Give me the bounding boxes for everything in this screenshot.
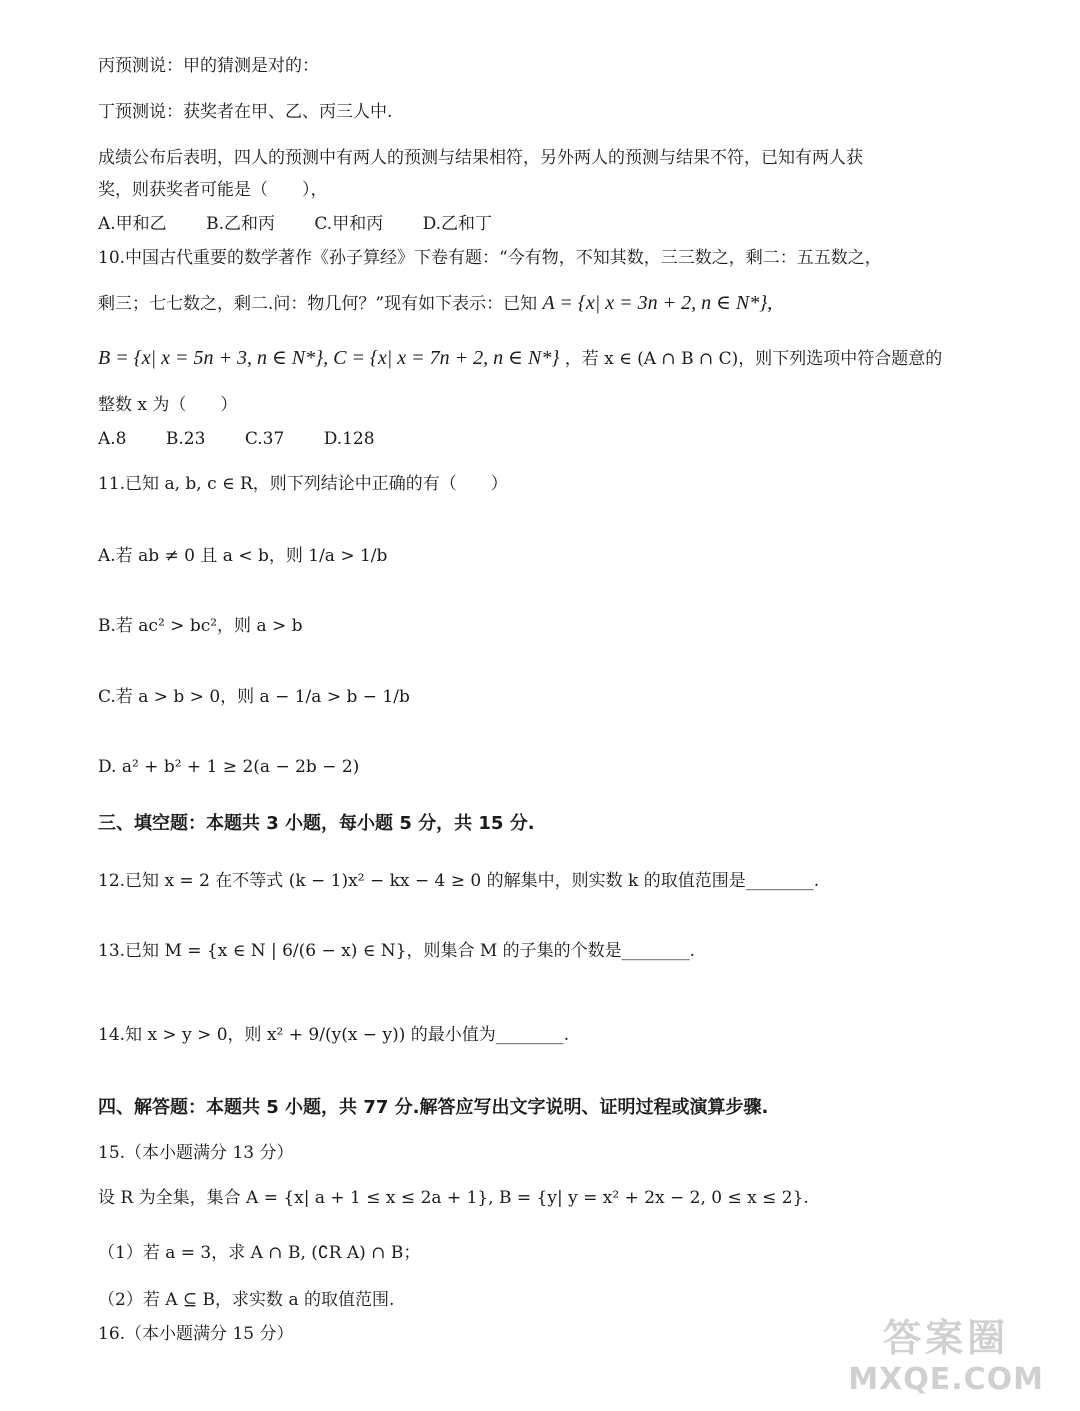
q9-options bbox=[98, 212, 526, 236]
q10-line-1: 10.中国古代重要的数学著作《孙子算经》下卷有题：“今有物，不知其数，三三数之，剩二：五五数之， bbox=[98, 248, 882, 268]
q10-options bbox=[98, 427, 409, 451]
q10-option-d: D.128 bbox=[323, 429, 375, 449]
q11-option-c: C.若 a > b > 0，则 a − 1/a > b − 1/b bbox=[98, 687, 410, 707]
q9-option-d: D.乙和丁 bbox=[422, 214, 493, 234]
q13: 13.已知 M = {x ∈ N | 6/(6 − x) ∈ N}，则集合 M 的子集的个数是________. bbox=[98, 941, 696, 961]
q15-part-1: （1）若 a = 3，求 A ∩ B, (∁R A) ∩ B； bbox=[98, 1243, 421, 1263]
q10-option-a: A.8 bbox=[98, 429, 127, 449]
q10-line-2 bbox=[98, 291, 772, 316]
q10-line-4: 整数 x 为（ ） bbox=[98, 395, 238, 415]
q10-line-3 bbox=[98, 346, 942, 371]
q10-set-a: A = {x| x = 3n + 2, n ∈ N*}, bbox=[542, 292, 773, 314]
q11-option-b: B.若 ac² > bc²，则 a > b bbox=[98, 616, 303, 636]
q9-option-a: A.甲和乙 bbox=[98, 214, 167, 234]
q9-ding-line: 丁预测说：获奖者在甲、乙、丙三人中. bbox=[98, 102, 393, 122]
q9-body-line-1: 成绩公布后表明，四人的预测中有两人的预测与结果相符，另外两人的预测与结果不符，已知有两人获 bbox=[98, 148, 863, 168]
q15-part-2: （2）若 A ⊆ B，求实数 a 的取值范围. bbox=[98, 1290, 395, 1310]
q14: 14.知 x > y > 0，则 x² + 9/(y(x − y)) 的最小值为________. bbox=[98, 1025, 570, 1045]
watermark-text: 答案圈 bbox=[883, 1316, 1010, 1360]
q11-option-a: A.若 ab ≠ 0 且 a < b，则 1/a > 1/b bbox=[98, 546, 388, 566]
watermark-url: MXQE.COM bbox=[848, 1362, 1044, 1397]
q10-option-c: C.37 bbox=[244, 429, 285, 449]
q10-line-3-text: ，若 x ∈ (A ∩ B ∩ C)，则下列选项中符合题意的 bbox=[564, 349, 943, 369]
q12: 12.已知 x = 2 在不等式 (k − 1)x² − kx − 4 ≥ 0 的解集中，则实数 k 的取值范围是________. bbox=[98, 871, 820, 891]
q11-option-d: D. a² + b² + 1 ≥ 2(a − 2b − 2) bbox=[98, 757, 360, 777]
q9-body-line-2: 奖，则获奖者可能是（ ）， bbox=[98, 180, 328, 200]
q9-option-c: C.甲和丙 bbox=[314, 214, 384, 234]
q10-line-2-text: 剩三；七七数之，剩二.问：物几何？”现有如下表示：已知 bbox=[98, 294, 538, 314]
q9-option-b: B.乙和丙 bbox=[206, 214, 275, 234]
q10-option-b: B.23 bbox=[165, 429, 206, 449]
q11-stem: 11.已知 a, b, c ∈ R，则下列结论中正确的有（ ） bbox=[98, 474, 508, 494]
section-3-heading: 三、填空题：本题共 3 小题，每小题 5 分，共 15 分. bbox=[98, 813, 535, 834]
q10-set-b-c: B = {x| x = 5n + 3, n ∈ N*}, C = {x| x = 7n + 2, n ∈ N*} bbox=[98, 347, 560, 369]
watermark-logo bbox=[848, 1307, 1044, 1397]
q16-heading: 16.（本小题满分 15 分） bbox=[98, 1324, 294, 1344]
q15-stem: 设 R 为全集，集合 A = {x| a + 1 ≤ x ≤ 2a + 1}, B = {y| y = x² + 2x − 2, 0 ≤ x ≤ 2}. bbox=[98, 1188, 809, 1208]
q9-bing-line: 丙预测说：甲的猜测是对的： bbox=[98, 56, 319, 76]
q15-heading: 15.（本小题满分 13 分） bbox=[98, 1143, 294, 1163]
section-4-heading: 四、解答题：本题共 5 小题，共 77 分.解答应写出文字说明、证明过程或演算步骤. bbox=[98, 1097, 769, 1118]
